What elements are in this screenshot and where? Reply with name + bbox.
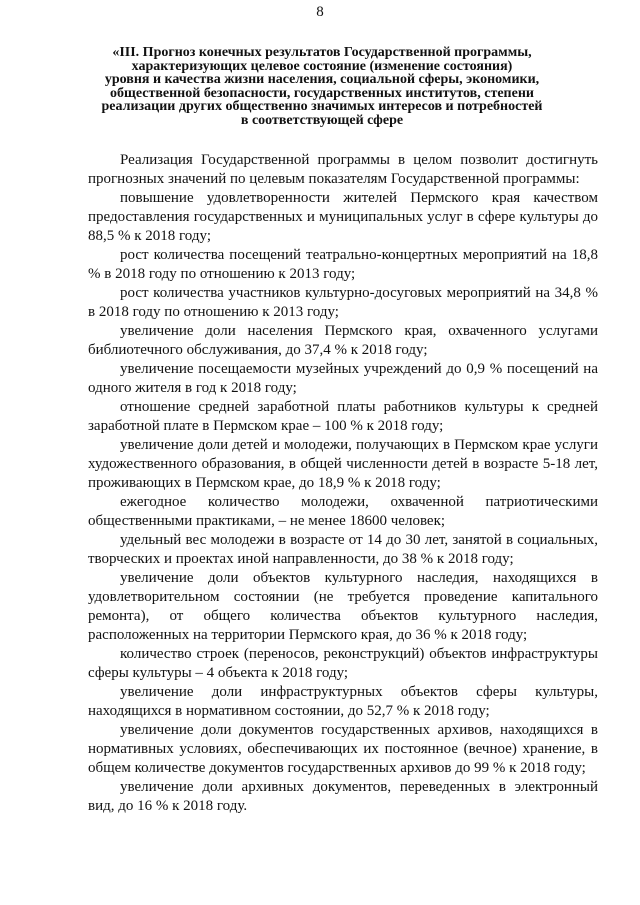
list-item: повышение удовлетворенности жителей Пермского края качеством предоставления государственных и муниципальных услуг в сфере культуры до 88,5 % к 2018 году;: [88, 190, 598, 244]
list-item: увеличение доли архивных документов, переведенных в электронный вид, до 16 % к 2018 году.: [88, 779, 598, 814]
list-item: количество строек (переносов, реконструкций) объектов инфраструктуры сферы культуры – 4 объекта к 2018 году;: [88, 646, 598, 681]
list-item: рост количества посещений театрально-концертных мероприятий на 18,8 % в 2018 году по отношению к 2013 году;: [88, 247, 598, 282]
heading-line: в соответствующей сфере: [240, 112, 404, 128]
list-item: увеличение посещаемости музейных учреждений до 0,9 % посещений на одного жителя в год к 2018 году;: [88, 361, 598, 396]
heading-line: уровня и качества жизни населения, социальной сферы, экономики,: [104, 72, 540, 88]
heading-line: реализации других общественно значимых интересов и потребностей: [101, 99, 543, 115]
list-item: увеличение доли населения Пермского края, охваченного услугами библиотечного обслуживания, до 37,4 % к 2018 году;: [88, 323, 598, 358]
page-number: 8: [316, 4, 324, 20]
intro-paragraph: Реализация Государственной программы в целом позволит достигнуть прогнозных значений по целевым показателям Государственной программы:: [88, 152, 598, 187]
list-item: рост количества участников культурно-досуговых мероприятий на 34,8 % в 2018 году по отношению к 2013 году;: [88, 285, 598, 320]
heading-line: характеризующих целевое состояние (изменение состояния): [131, 58, 513, 74]
body-text: [88, 151, 598, 816]
list-item: отношение средней заработной платы работников культуры к средней заработной плате в Пермском крае – 100 % к 2018 году;: [88, 399, 598, 434]
list-item: увеличение доли документов государственных архивов, находящихся в нормативных условиях, обеспечивающих их постоянное (вечное) хранение, в общем количестве документов государственных архивов до 99 % к 2018 году;: [88, 722, 598, 776]
list-item: увеличение доли детей и молодежи, получающих в Пермском крае услуги художественного образования, в общей численности детей в возрасте 5-18 лет, проживающих в Пермском крае, до 18,9 % к 2018 году;: [88, 437, 598, 491]
section-heading: [96, 46, 548, 128]
heading-line: общественной безопасности, государственных институтов, степени: [110, 85, 534, 101]
list-item: увеличение доли объектов культурного наследия, находящихся в удовлетворительном состоянии (не требуется проведение капитального ремонта), от общего количества объектов культурного наследия, расположенных на территории Пермского края, до 36 % к 2018 году;: [88, 570, 598, 643]
list-item: ежегодное количество молодежи, охваченной патриотическими общественными практиками, – не менее 18600 человек;: [88, 494, 598, 529]
list-item: увеличение доли инфраструктурных объектов сферы культуры, находящихся в нормативном состоянии, до 52,7 % к 2018 году;: [88, 684, 598, 719]
heading-line: «III. Прогноз конечных результатов Государственной программы,: [112, 45, 532, 60]
list-item: удельный вес молодежи в возрасте от 14 до 30 лет, занятой в социальных, творческих и проектах иной направленности, до 38 % к 2018 году;: [88, 532, 598, 567]
